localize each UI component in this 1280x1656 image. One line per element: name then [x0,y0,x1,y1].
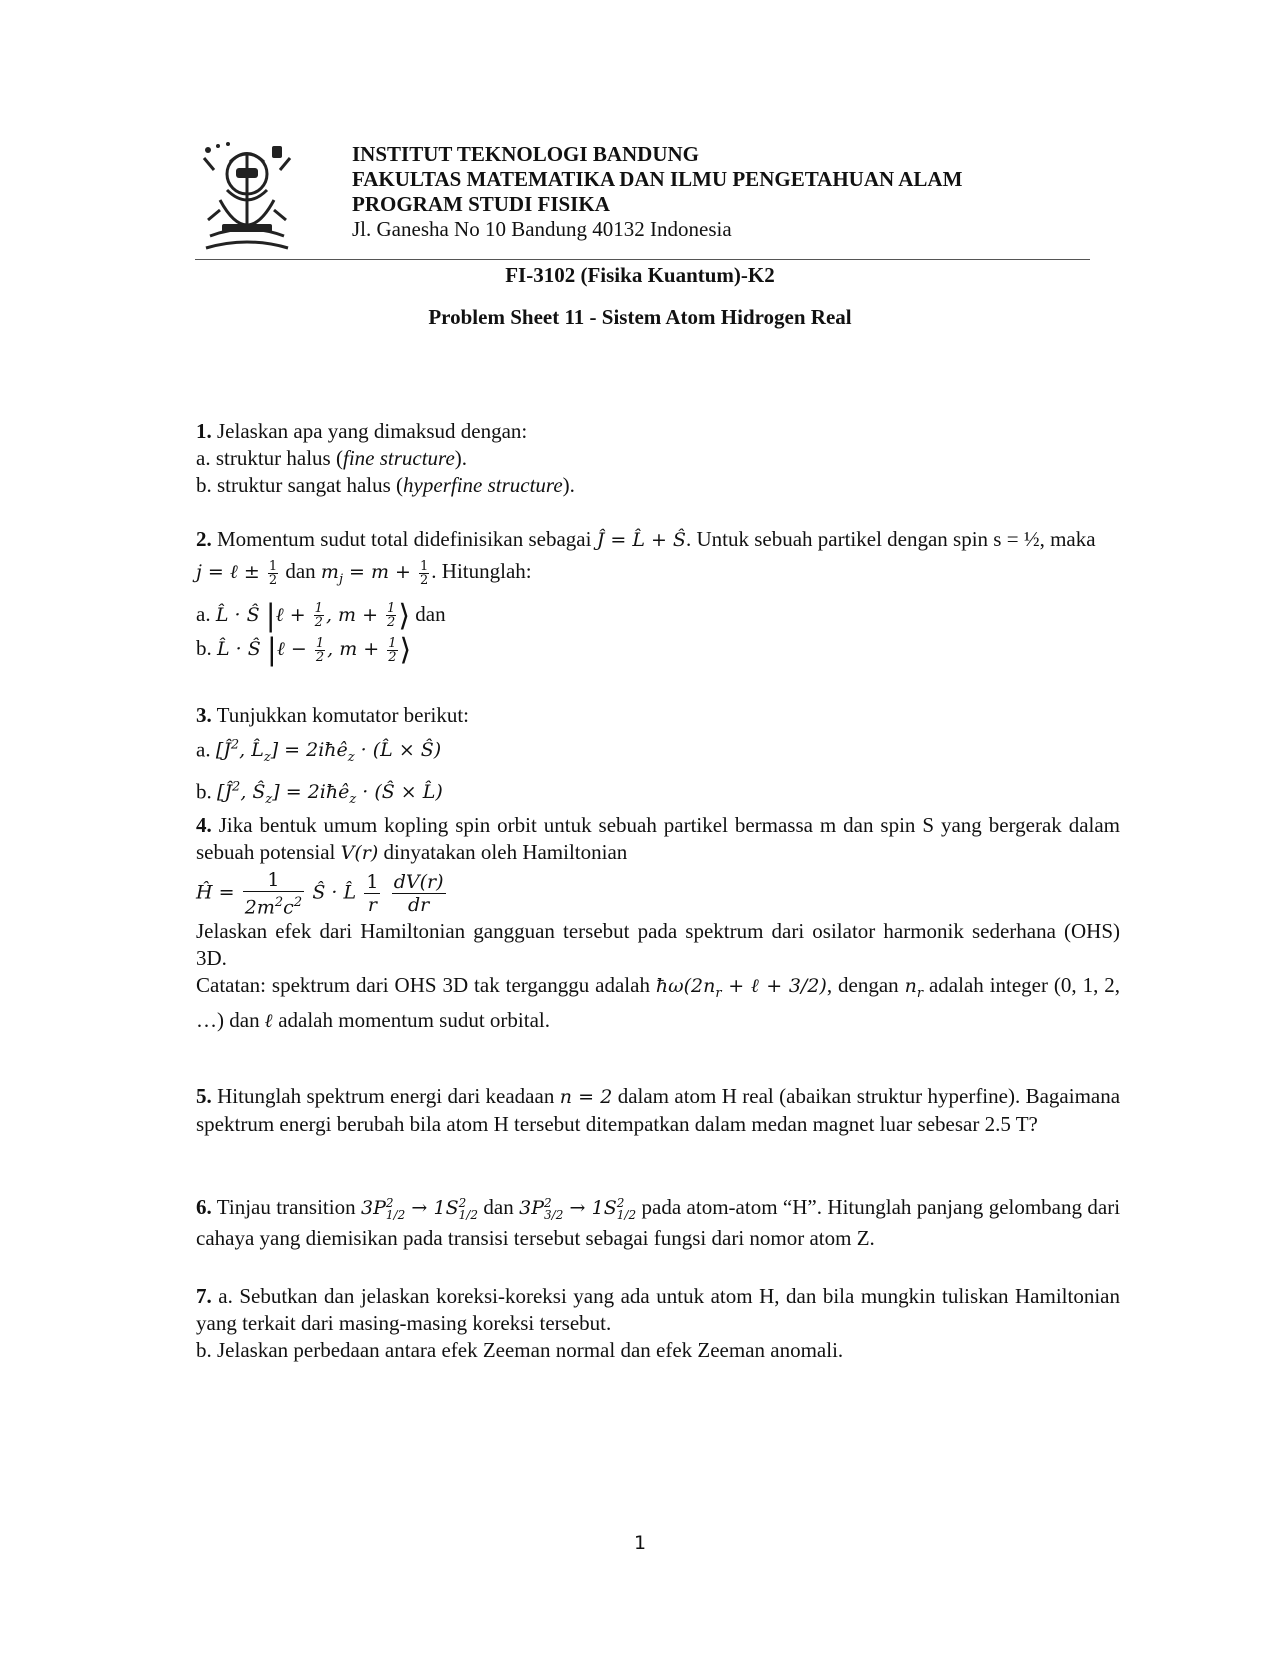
question-number: 3. [196,703,212,727]
question-2 [196,526,1120,668]
ls-ket-minus: L̂ · Ŝ |ℓ − $\frac{1}{2}$ , m + $\frac{1}{2}$ ⟩ [217,632,412,668]
sheet-title: Problem Sheet 11 - Sistem Atom Hidrogen Real [428,305,852,329]
transition-2: 3P 2 3/2 → 1S 2 1/2 [519,1196,637,1222]
potential-symbol: V(r) [340,842,379,864]
question-text-6: adalah integer (0, 1, 2, …) dan [196,973,1120,1033]
item-a-tail: dan [415,601,446,626]
question-number: 6. [196,1195,212,1219]
item-b-term: hyperfine structure [403,473,563,497]
item-b-label: b. [196,779,212,804]
ls-ket-plus: L̂ · Ŝ |ℓ + $\frac{1}{2}$ , m + $\frac{1}{2}$ ⟩ [215,598,411,634]
transition-1: 3P 2 1/2 → 1S 2 1/2 [361,1196,478,1222]
item-a-label: a. [196,601,211,626]
question-text-3: Jelaskan efek dari Hamiltonian gangguan tersebut pada spektrum dari osilator harmonik sederhana (OHS) 3D. [196,919,1120,971]
n-equals-2: n = 2 [559,1086,613,1108]
commutator-lz: [$Ĵ^2$, $L̂_z$] = 2iħê$_z$ · (L̂ × Ŝ) [215,738,442,766]
question-text-4: Catatan: spektrum dari OHS 3D tak terganggu adalah [196,973,650,998]
question-number: 2. [196,527,212,551]
item-a-label: a. [196,737,211,762]
itb-ganesha-logo [200,140,295,258]
page-number: 1 [633,1532,647,1554]
item-a-text: a. Sebutkan dan jelaskan koreksi-koreksi yang ada untuk atom H, dan bila mungkin tuliskan Hamiltonian yang terkait dari masing-masing koreksi tersebut. [196,1284,1120,1335]
item-b-close: ). [562,473,575,497]
question-number: 5. [196,1084,212,1108]
question-text-2: dan [483,1195,514,1219]
item-a-term: fine structure [342,446,455,470]
question-7 [196,1283,1120,1364]
question-text: Tunjukkan komutator berikut: [216,703,470,727]
question-text-1: Jika bentuk umum kopling spin orbit untuk sebuah partikel bermassa m dan spin S yang bergerak dalam sebuah potensial [196,813,1121,864]
question-text-1: Tinjau transition [216,1195,356,1219]
nr-symbol: $n_r$ [904,975,924,1002]
program-name: PROGRAM STUDI FISIKA [352,192,610,216]
question-text-3: dan [285,559,316,583]
question-number: 4. [196,813,212,837]
question-text-2: . Untuk sebuah partikel dengan spin s = ½, maka [685,527,1096,551]
course-code: FI-3102 (Fisika Kuantum)-K2 [505,263,775,287]
question-4 [196,812,1120,1035]
question-text: Jelaskan apa yang dimaksud dengan: [217,419,528,443]
total-angular-momentum-formula: Ĵ = L̂ + Ŝ [596,529,686,551]
item-b-text: b. struktur sangat halus ( [196,473,404,497]
question-text-7: adalah momentum sudut orbital. [278,1008,550,1033]
question-3 [196,702,1120,813]
ell-symbol: ℓ [264,1010,273,1033]
question-number: 7. [196,1284,212,1308]
question-text-3: pada atom-atom “H”. Hitunglah panjang gelombang dari cahaya yang diemisikan pada transisi tersebut sebagai fungsi dari nomor atom Z. [196,1195,1121,1250]
address: Jl. Ganesha No 10 Bandung 40132 Indonesia [352,217,732,241]
item-a-close: ). [454,446,468,470]
mj-formula: $m_j = m$ + [320,561,417,587]
question-text-1: Momentum sudut total didefinisikan sebagai [217,527,592,551]
item-b-text: b. Jelaskan perbedaan antara efek Zeeman normal dan efek Zeeman anomali. [196,1338,844,1362]
header-divider [195,259,1090,260]
j-formula: j = ℓ ± [196,561,266,583]
spin-orbit-hamiltonian: Ĥ = $\frac{1}{2m^2c^2}$ Ŝ · L̂ $\frac{1}{r}$ $\frac{dV(r)}{dr}$ [196,869,444,919]
question-text-1: Hitunglah spektrum energi dari keadaan [217,1084,555,1108]
half-fraction: $\frac{1}{2}$ [268,558,278,588]
faculty-name: FAKULTAS MATEMATIKA DAN ILMU PENGETAHUAN ALAM [352,167,963,191]
question-text-4: . Hitunglah: [431,559,532,583]
item-a-text: a. struktur halus ( [196,446,343,470]
question-5 [196,1083,1120,1138]
item-b-label: b. [196,636,212,661]
question-1 [196,418,1120,499]
commutator-sz: [$Ĵ^2$, $Ŝ_z$] = 2iħê$_z$ · (Ŝ × L̂) [217,780,443,808]
institution-header [352,142,962,242]
institute-name: INSTITUT TEKNOLOGI BANDUNG [352,142,699,166]
question-number: 1. [196,419,212,443]
half-fraction: $\frac{1}{2}$ [420,558,429,588]
ohs-spectrum-formula: $ħ\omega(2n_r$ + ℓ + 3/2) [655,975,827,1002]
question-text-5: , dengan [826,973,899,998]
question-6 [196,1192,1120,1253]
question-text-2: dalam atom H real (abaikan struktur hyperfine). Bagaimana spektrum energi berubah bila atom H tersebut ditempatkan dalam medan magnet luar sebesar 2.5 T? [196,1084,1121,1136]
question-text-2: dinyatakan oleh Hamiltonian [383,840,628,864]
